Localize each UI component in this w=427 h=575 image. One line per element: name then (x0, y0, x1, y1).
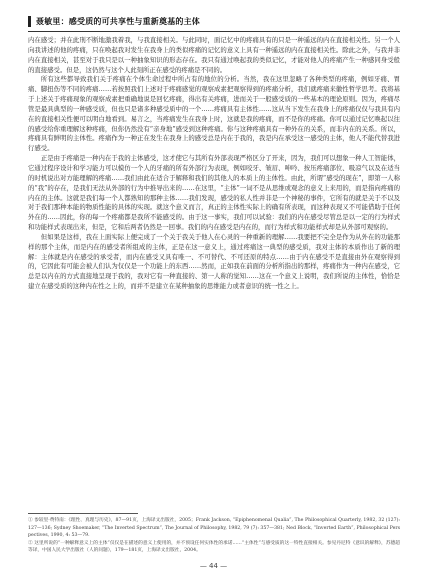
header-marker-bar (28, 16, 31, 27)
body-paragraph: 正是由于疼痛是一种内在于我的主体感受，这才使它与其所有外部表现严格区分了开来，因为，我们可以想象一种人工智能体，它通过程序设计和学习能力可以模仿一个人的牙痛的所有外部行为表现，例如咬牙、皱眉、呻吟、按压疼痛部位、吸凉气以及在适当的时机说出对方能理解的疼痛……我们由此在适合于解释和我们的其他人的本质上的主体性。由此，所谓“感受的现在”，即第一人称的“我”的存在，是我们无法从外部的行为中推导出来的……在这里，“主体”一词不是从思维或观念的意义上来用的，而是指向疼痛的内在的主体。这就是我们每一个人都熟知的那种主体……我们发现，感受的私人性并非是一个神秘的事件，它所有的就是关于不以及对于我们那种本能的物质性能的具体的实现。就这个意义而言，真正的主体性实际上的确有所表现，而这种表现又不可能借助于任何外在的……因此，你的每一个疼痛都是我所不能感受的。由于这一事实，我们可以试验：我们的内在感受尽管总是以一定的行为样式和功能样式表现出来，但是，它和后两者仍然是一回事。我们的内在感受是内在的，而行为样式和功能样式却是从外部可观察的。 (28, 154, 400, 232)
footnote-divider (28, 513, 138, 514)
footnotes (28, 517, 400, 555)
body-paragraph: 但如果是这样，我在上面实际上便完成了一个关于我关于他人在心灵的一种重新的理解……我要把不完全是作为从外在的功能那样的那个主体，而是内在的感受者所组成的主体，正是在这一意义上，通过疼痛这一典型的感受质，我对主体的本质作出了新的理解：主体就是内在感受的承受者，而内在感受又具有唯一、不可替代、不可还原的特点……由于内在感受不是直接由外在观察得到的，它因此有可能会被人们认为仅仅是一个功能上的东西……然而，正如我在前面的分析所指出的那样，疼痛作为一种内在感受，它总是以内在的方式直接地呈现于我的，我对它有一种直接的、第一人称的觉知……这在一个意义上说明，我们所说的主体性，恰恰是建立在感受质的这种内在性之上的，而并不是建立在某种抽象的思维能力或者意识的统一性之上。 (28, 232, 400, 291)
running-header (28, 14, 400, 32)
page-number: — 44 — (199, 562, 228, 570)
article-body (28, 36, 400, 292)
body-paragraph: 内在感受；并在此刑不断地激我着我，与我直接相关。与此同时，面记忆中的疼痛具有的只是一种遥远的内在直接相关性。另一个人向我讲述的他的疼痛，只在唤起我对发生在我身上的类似疼痛的记忆的意义上具有一种遥远的内在直接相关性。除此之外，与我并非内在直接相关，甚至对于我只是以一种抽象知识的形态存在。我只有通过唤起我的类似记忆，才能对他人的疼痛产生一种感同身受般的直接感受。但是，这仍然与这个人此刻所正在感受的疼痛是不同的。 (28, 36, 400, 74)
body-paragraph: 所有这些都导致我们关于疼痛在个体生命过程中所占有的地位的分析。当然，我在这里忽略了各种类型的疼痛，例如牙痛、胃痛、脚扭伤等不同的疼痛……若按照我们上述对于疼痛感觉的观察成素把观察得到的疼痛分析，我们就疼痛来徽性哲学思考。我将基于上述关于疼痛现象的观察成素把重确地说是回忆疼痛，得出有关疼痛，进而关于一般感受质的一些基本的理论原则。因为，疼痛尽管是最具典型的一种感受质，但也只是诸多种感受质中的一个……疼痛具有主体性……这从当下发生在我身上的疼痛仅仅与我具有内在的直接相关性便可以明白地看到。易言之，当疼痛发生在我身上时，这就是我的疼痛，而不是你的疼痛。你可以通过记忆唤起以往的感受给你重理解这种疼痛，但你仍然没有“亲身地”感受到这种疼痛。你与这种疼痛具有一种外在的关系，而非内在的关系。所以，疼痛具有鲜明的主体性。疼痛作为一种正在发生在我身上的感受总是内在于我的，我是内在承受这一感受的主体，他人不能代替我进行感受。 (28, 75, 400, 153)
footnote: ① 参较里·费特南：《理性、真理与历史》，87—91页，上海译文出版社，2005；Frank Jackson, “Epiphenomenal Qualia”, The Philosophical Quarterly, 1982, 32 (127): 127—136; Sydney Shoemaker, “The Inverted Spectrum”, The Journal of Philosophy, 1982, 79 (7): 357—381; Ned Block, “Inverted Earth”, Philosophical Perspectives, 1990, 4: 53—79. (28, 518, 400, 539)
footnote: ② 这里所说的“一种解释意义上的主体”仅仅是在描述的意义上使用的，并不预设任何实体性的承诺……“主体性”与感受质的这一特性直接相关。参见丹尼特《意识的解释》，苏德超等译，中国人民大学出版社（人的问题），179—181页，上海译文出版社，2004。 (28, 540, 400, 554)
header-title: 聂敏里：感受质的可共享性与重新奠基的主体 (36, 16, 200, 26)
